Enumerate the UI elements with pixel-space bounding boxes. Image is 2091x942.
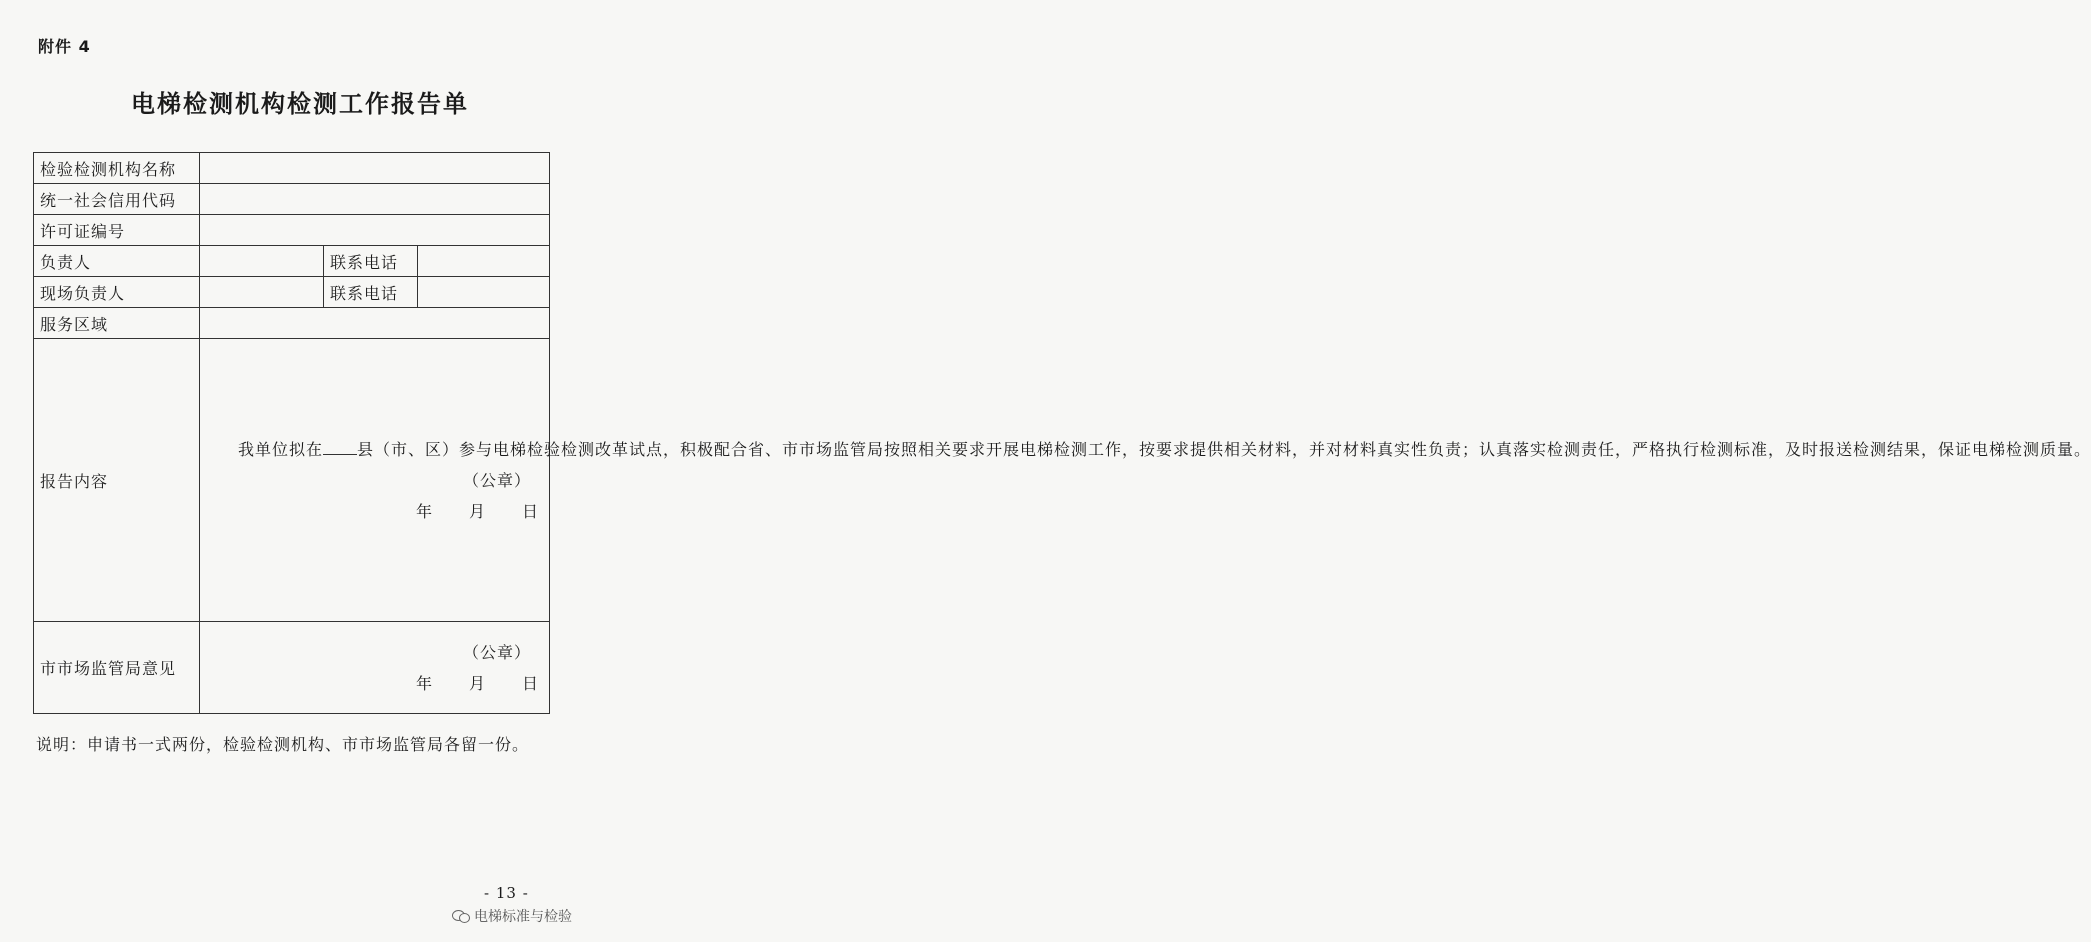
explanation-note: 说明：申请书一式两份，检验检测机构、市市场监管局各留一份。: [36, 735, 530, 754]
table-row: [34, 215, 550, 246]
contact-phone-label: 联系电话: [324, 246, 418, 277]
date-month: 月: [468, 673, 486, 693]
date-line-2: [206, 668, 543, 699]
table-row: [34, 622, 550, 714]
site-contact-phone-field[interactable]: [418, 277, 550, 308]
table-row: [34, 184, 550, 215]
report-text-prefix: 我单位拟在: [238, 439, 324, 459]
date-year: 年: [415, 501, 433, 521]
date-line-1: [206, 496, 543, 527]
table-row: [34, 308, 550, 339]
contact-phone-label: 联系电话: [324, 277, 418, 308]
watermark-text: 电梯标准与检验: [474, 909, 572, 925]
watermark: [452, 906, 572, 926]
site-responsible-label: 现场负责人: [34, 277, 200, 308]
service-area-field[interactable]: [200, 308, 550, 339]
county-blank[interactable]: [323, 440, 357, 455]
table-row: [34, 153, 550, 184]
license-field[interactable]: [200, 215, 550, 246]
date-day: 日: [522, 673, 540, 693]
seal-stamp-1: （公章）: [463, 470, 532, 490]
page-number: - 13 -: [484, 884, 529, 902]
report-content-label: 报告内容: [34, 339, 200, 622]
page-title: 电梯检测机构检测工作报告单: [131, 90, 469, 118]
date-year: 年: [415, 673, 433, 693]
service-area-label: 服务区域: [34, 308, 200, 339]
table-row: [34, 246, 550, 277]
wechat-icon: [452, 909, 470, 923]
seal-stamp-2: （公章）: [463, 642, 532, 662]
date-day: 日: [522, 501, 540, 521]
license-label: 许可证编号: [34, 215, 200, 246]
table-row: [34, 277, 550, 308]
responsible-field[interactable]: [200, 246, 324, 277]
responsible-label: 负责人: [34, 246, 200, 277]
org-name-label: 检验检测机构名称: [34, 153, 200, 184]
opinion-cell[interactable]: [200, 622, 550, 714]
report-form-table: [33, 152, 2091, 714]
site-responsible-field[interactable]: [200, 277, 324, 308]
attachment-label: 附件 4: [38, 37, 91, 56]
opinion-label: 市市场监管局意见: [34, 622, 200, 714]
date-month: 月: [468, 501, 486, 521]
credit-code-label: 统一社会信用代码: [34, 184, 200, 215]
report-content-cell: [200, 339, 2091, 622]
report-content-text: [206, 434, 2091, 465]
org-name-field[interactable]: [200, 153, 550, 184]
contact-phone-field[interactable]: [418, 246, 550, 277]
table-row: [34, 339, 550, 622]
credit-code-field[interactable]: [200, 184, 550, 215]
report-text-body: 县（市、区）参与电梯检验检测改革试点，积极配合省、市市场监管局按照相关要求开展电梯检测工作，按要求提供相关材料，并对材料真实性负责；认真落实检测责任，严格执行检测标准，及时报送检测结果，保证电梯检测质量。: [357, 439, 2091, 459]
